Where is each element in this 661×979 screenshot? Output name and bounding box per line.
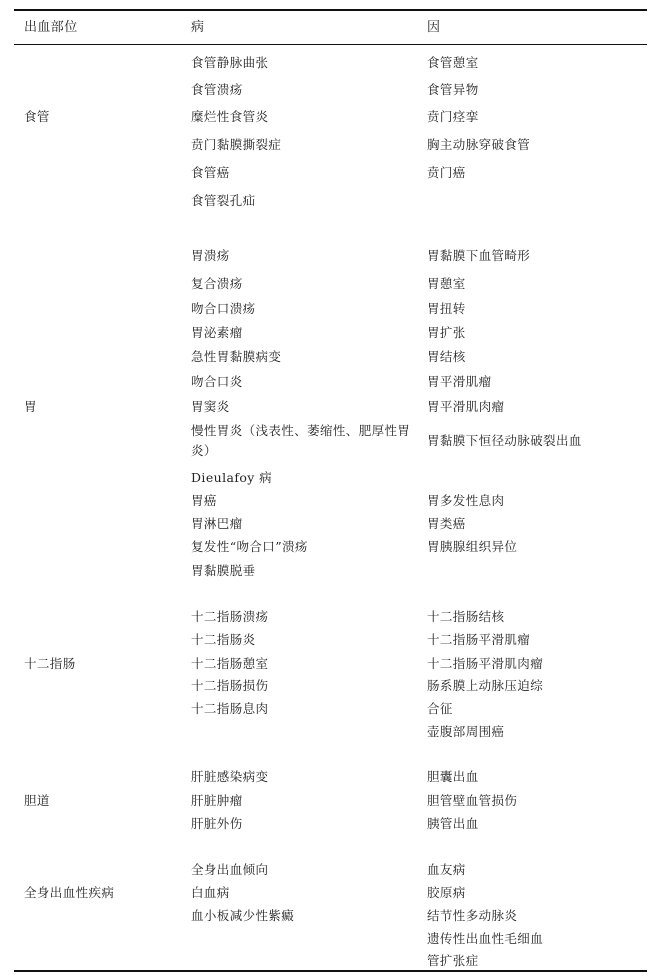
site-label: 全身出血性疾病 (24, 885, 115, 900)
cause-item: 食管异物 (427, 82, 479, 97)
cause-item: 十二指肠平滑肌肉瘤 (427, 656, 544, 671)
cause-item: 胃结核 (427, 349, 466, 364)
header-disease: 病 (191, 20, 205, 35)
site-label: 胃 (24, 399, 37, 414)
cause-item: 遗传性出血性毛细血 (427, 931, 544, 946)
disease-item: 十二指肠炎 (191, 632, 256, 647)
disease-item: 血小板减少性紫癜 (191, 908, 295, 923)
cause-item: 胆囊出血 (427, 769, 479, 784)
header-site: 出血部位 (24, 20, 78, 35)
site-label: 胆道 (24, 793, 50, 808)
cause-item: 胃平滑肌瘤 (427, 374, 492, 389)
disease-item: 肝脏外伤 (191, 816, 243, 831)
disease-item: 急性胃黏膜病变 (191, 349, 282, 364)
cause-item: 胃扭转 (427, 301, 466, 316)
cause-item: 合征 (427, 701, 453, 716)
cause-item: 管扩张症 (427, 953, 479, 968)
disease-item: 胃泌素瘤 (191, 325, 243, 340)
cause-item: 胃胰腺组织异位 (427, 539, 518, 554)
cause-item: 胃多发性息肉 (427, 493, 505, 508)
disease-item: 食管溃疡 (191, 82, 243, 97)
disease-item: 胃溃疡 (191, 248, 230, 263)
cause-item: 血友病 (427, 862, 466, 877)
cause-item: 十二指肠结核 (427, 609, 505, 624)
disease-item: 肝脏感染病变 (191, 769, 269, 784)
disease-item: 吻合口溃疡 (191, 301, 256, 316)
site-label: 十二指肠 (24, 656, 76, 671)
cause-item: 十二指肠平滑肌瘤 (427, 632, 531, 647)
disease-item: 慢性胃炎（浅表性、萎缩性、肥厚性胃炎） (191, 423, 411, 458)
disease-item: 糜烂性食管炎 (191, 109, 269, 124)
disease-item: Dieulafoy 病 (191, 470, 273, 485)
cause-item: 胃类癌 (427, 516, 466, 531)
cause-item: 胆管壁血管损伤 (427, 793, 518, 808)
table-top-rule (14, 9, 647, 11)
disease-item: 十二指肠息肉 (191, 701, 269, 716)
table-header-rule (14, 44, 647, 45)
disease-item: 复发性“吻合口”溃疡 (191, 539, 308, 554)
disease-item: 十二指肠损伤 (191, 678, 269, 693)
disease-item: 胃淋巴瘤 (191, 516, 243, 531)
cause-item: 壶腹部周围癌 (427, 724, 505, 739)
disease-item: 贲门黏膜撕裂症 (191, 137, 282, 152)
disease-item: 食管癌 (191, 165, 230, 180)
disease-item: 食管裂孔疝 (191, 193, 256, 208)
cause-item: 胃黏膜下血管畸形 (427, 248, 531, 263)
disease-item: 肝脏肿瘤 (191, 793, 243, 808)
disease-item: 胃癌 (191, 493, 217, 508)
disease-item: 胃窦炎 (191, 399, 230, 414)
disease-item: 复合溃疡 (191, 276, 243, 291)
cause-item: 食管憩室 (427, 55, 479, 70)
cause-item: 胃平滑肌肉瘤 (427, 399, 505, 414)
cause-item: 胃黏膜下恒径动脉破裂出血 (427, 433, 582, 448)
cause-item: 肠系膜上动脉压迫综 (427, 678, 544, 693)
disease-item: 十二指肠溃疡 (191, 609, 269, 624)
cause-item: 胃憩室 (427, 276, 466, 291)
disease-item: 胃黏膜脱垂 (191, 563, 256, 578)
cause-item: 贲门痉挛 (427, 109, 479, 124)
cause-item: 胃扩张 (427, 325, 466, 340)
table-bottom-rule (14, 970, 647, 972)
disease-item: 十二指肠憩室 (191, 656, 269, 671)
cause-item: 胰管出血 (427, 816, 479, 831)
header-cause: 因 (427, 20, 441, 35)
cause-item: 胶原病 (427, 885, 466, 900)
disease-item: 全身出血倾向 (191, 862, 269, 877)
disease-item: 食管静脉曲张 (191, 55, 269, 70)
cause-item: 结节性多动脉炎 (427, 908, 518, 923)
disease-item: 吻合口炎 (191, 374, 243, 389)
disease-item: 白血病 (191, 885, 230, 900)
cause-item: 胸主动脉穿破食管 (427, 137, 531, 152)
cause-item: 贲门癌 (427, 165, 466, 180)
site-label: 食管 (24, 109, 50, 124)
